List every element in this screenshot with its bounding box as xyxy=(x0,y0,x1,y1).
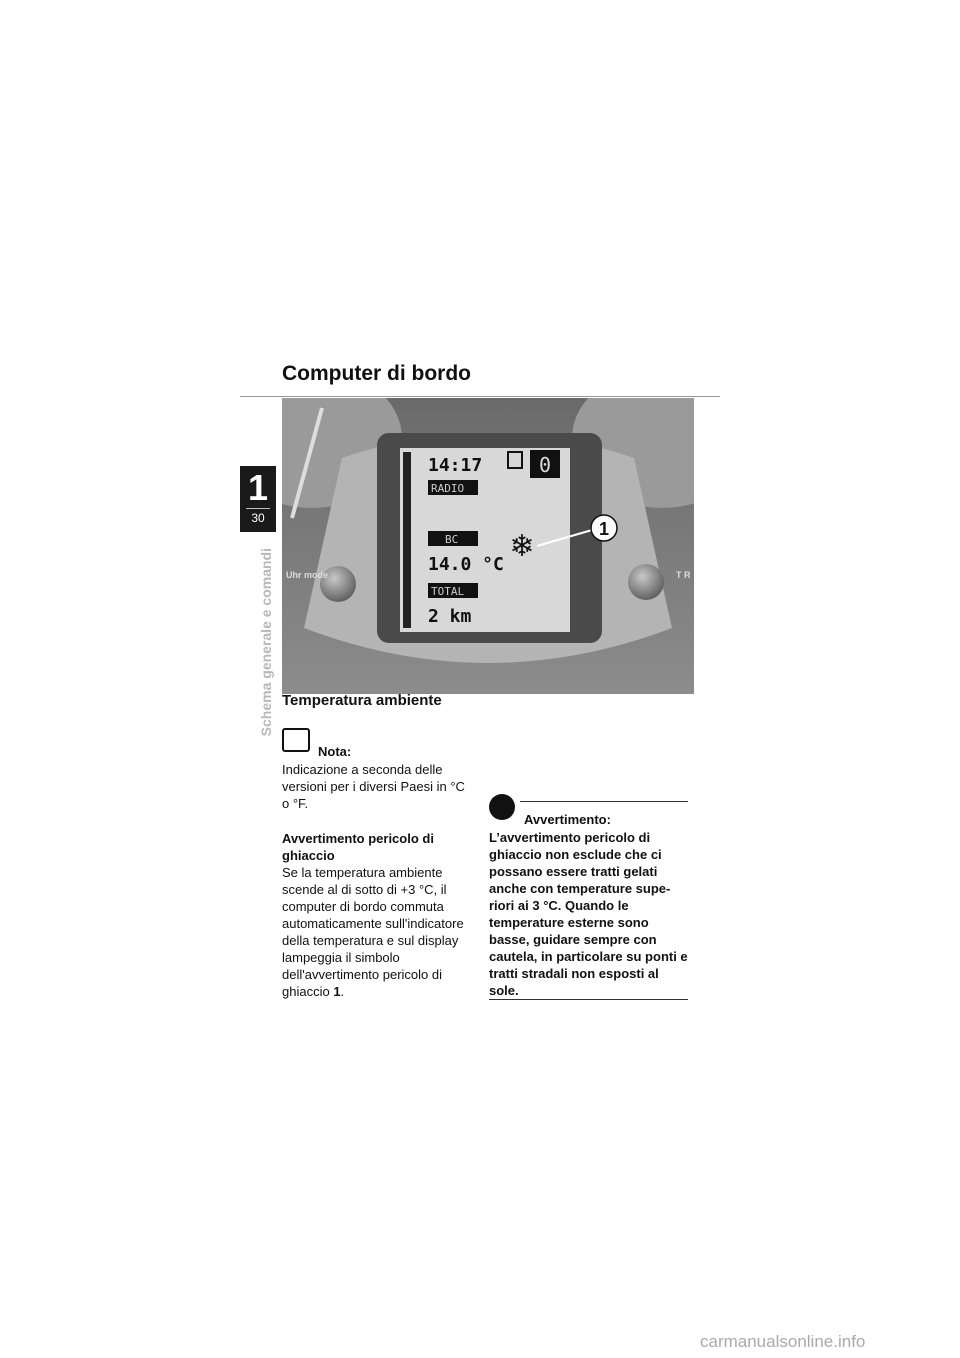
right-button-label: T R xyxy=(676,570,691,580)
display-radio-label: RADIO xyxy=(431,482,465,495)
ice-warning-end: . xyxy=(340,984,345,999)
callout-number: 1 xyxy=(598,519,610,539)
ice-warning-heading: Avvertimento pericolo di ghiaccio xyxy=(282,831,434,863)
note-text: Indicazione a seconda delle versioni per i diversi Paesi in °C o °F. xyxy=(282,762,465,811)
warning-text: L’avvertimento pericolo di ghiaccio non esclude che ci possano essere tratti gelati anche con temperature superiori ai 3 °C. Quando le temperature esterne sono basse, guidare sempre con cautela, in particolare su ponti e tratti stradali non esposti al sole. xyxy=(489,830,688,998)
display-total-label: TOTAL xyxy=(431,585,465,598)
chapter-divider xyxy=(246,508,270,509)
watermark: carmanualsonline.info xyxy=(700,1332,866,1351)
instrument-cluster-photo xyxy=(282,398,694,694)
display-temperature: 14.0 °C xyxy=(428,554,504,575)
note-label: Nota: xyxy=(318,744,352,759)
ice-warning-body: Se la temperatura ambiente scende al di sotto di +3 °C, il computer di bordo commuta automaticamente sull'indicatore della temperatura e sul display lampeggia il simbolo dell'avvertimento pericolo di ghiaccio xyxy=(282,865,464,999)
warning-rule-top xyxy=(520,801,688,802)
display-time: 14:17 xyxy=(428,455,483,476)
display-gear: 0 xyxy=(538,453,552,477)
snowflake-icon: ❄ xyxy=(509,529,535,564)
sub-heading: Temperatura ambiente xyxy=(282,692,442,709)
page-number: 30 xyxy=(251,511,265,525)
warning-label: Avvertimento: xyxy=(524,812,611,827)
display-distance: 2 km xyxy=(428,606,472,627)
left-button-label: Uhr mode xyxy=(286,570,329,580)
ice-warning-ref: 1 xyxy=(333,984,341,999)
right-button xyxy=(628,564,664,600)
chapter-number: 1 xyxy=(247,467,269,508)
hand-warning-icon xyxy=(489,794,515,820)
note-icon xyxy=(282,728,310,752)
display-bc-label: BC xyxy=(445,533,459,546)
section-title: Computer di bordo xyxy=(282,362,471,385)
warning-rule-bottom xyxy=(489,999,688,1000)
chapter-side-label: Schema generale e comandi xyxy=(258,548,274,737)
ice-warning-text xyxy=(282,864,472,1000)
title-divider xyxy=(240,396,720,397)
